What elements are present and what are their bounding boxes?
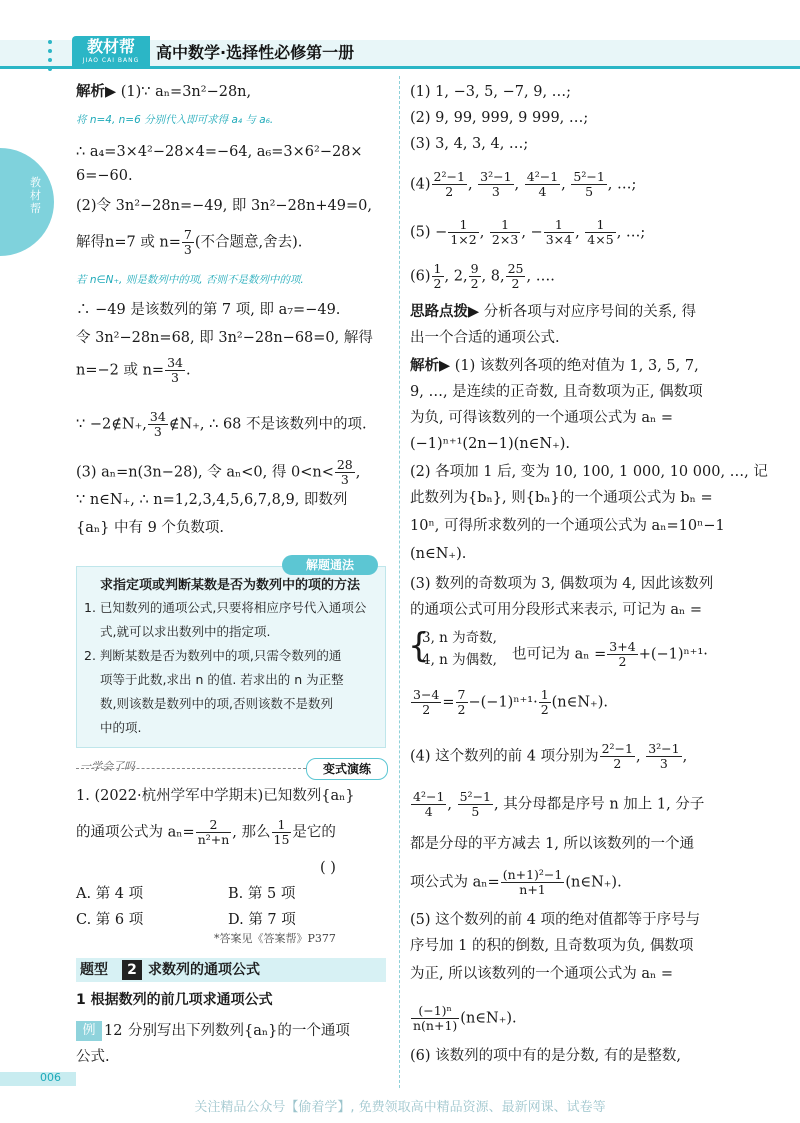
- column-divider: [399, 76, 400, 1088]
- text: , −: [521, 224, 543, 241]
- example-text: 分别写出下列数列{aₙ}的一个通项: [128, 1023, 350, 1039]
- handwritten-note: 将 n=4, n=6 分别代入即可求得 a₄ 与 a₆.: [76, 114, 274, 126]
- text: (6): [410, 268, 431, 285]
- method-text: 项等于此数,求出 n 的值. 若求出的 n 为正整: [100, 672, 344, 687]
- fraction: $\frac{28}{3}$: [336, 457, 353, 487]
- fraction: $\frac{\text{3²−1}}{3}$: [648, 741, 680, 771]
- solution-line: (−1)ⁿ⁺¹(2n−1)(n∈N₊).: [410, 436, 571, 452]
- solution-line: 为负, 可得该数列的一个通项公式为 aₙ =: [410, 410, 674, 426]
- solution-line: (4) 这个数列的前 4 项分别为 $\frac{\text{2²−1}}{2}$ , $\frac{\text{3²−1}}{3}$ ,: [410, 741, 688, 771]
- solution-line: [76, 410, 367, 439]
- text: , 那么: [232, 824, 271, 841]
- text: .: [185, 362, 191, 379]
- answer-paren: ( ): [320, 860, 336, 876]
- solution-line: {aₙ} 中有 9 个负数项.: [76, 520, 225, 536]
- text: (不合题意,舍去).: [194, 234, 303, 251]
- solution-line: 都是分母的平方减去 1, 所以该数列的一个通: [410, 836, 695, 852]
- fraction: $\frac{\text{4²−1}}{4}$: [526, 169, 559, 199]
- method-text: 中的项.: [100, 720, 142, 735]
- fraction: $\frac{1}{1\times 2}$: [450, 217, 477, 247]
- fraction: $\frac{\text{(n+1)²−1}}{n+1}$: [502, 867, 563, 897]
- fraction: $\frac{1}{3\times 4}$: [545, 217, 573, 247]
- text: −(−1)ⁿ⁺¹·: [468, 694, 538, 711]
- fraction: $\frac{\text{3²−1}}{3}$: [480, 169, 512, 199]
- fraction: $\frac{2}{\text{n²+n}}$: [197, 817, 230, 847]
- text: +(−1)ⁿ⁺¹·: [638, 646, 708, 663]
- hint-line: 出一个合适的通项公式.: [410, 330, 560, 346]
- option-c[interactable]: C. 第 6 项: [76, 912, 144, 928]
- fraction: $\frac{\text{5²−1}}{5}$: [459, 789, 491, 819]
- solution-line: (3) 数列的奇数项为 3, 偶数项为 4, 因此该数列: [410, 576, 714, 592]
- solution-line: [512, 640, 708, 669]
- binding-dots: [46, 40, 54, 78]
- text: ,: [479, 224, 489, 241]
- fraction: $\frac{1}{15}$: [273, 817, 290, 847]
- text: , 8,: [481, 268, 505, 285]
- fraction: $\frac{3+4}{2}$: [609, 639, 636, 669]
- solution-line: 的通项公式可用分段形式来表示, 可记为 aₙ =: [410, 602, 703, 618]
- fraction: $\frac{\text{2²−1}}{2}$: [601, 741, 633, 771]
- solution-line: 序号加 1 的积的倒数, 且奇数项为负, 偶数项: [410, 938, 694, 954]
- solution-line: [410, 688, 608, 717]
- text: (5) −: [410, 224, 448, 241]
- sequence-line: [410, 218, 645, 247]
- solution-line: $\frac{\text{4²−1}}{4}$ , $\frac{\text{5²−1}}{5}$ , 其分母都是序号 n 加上 1, 分子: [413, 789, 705, 819]
- solution-line: ∴ a₄=3×4²−28×4=−64, a₆=3×6²−28×: [76, 144, 363, 160]
- dashed-separator: [76, 768, 306, 769]
- text: =: [442, 694, 455, 711]
- text: (4) 这个数列的前 4 项分别为: [410, 748, 599, 765]
- side-tab: [0, 148, 54, 256]
- method-badge: 解题通法: [282, 555, 378, 575]
- handwritten-note: 一学会了吗: [80, 760, 135, 773]
- question-line: [76, 818, 336, 847]
- text: (1) 该数列各项的绝对值为 1, 3, 5, 7,: [454, 358, 699, 374]
- solution-line: 为正, 所以该数列的一个通项公式为 aₙ =: [410, 966, 674, 982]
- brand-logo-sub: JIAO CAI BANG: [82, 57, 140, 64]
- text: 解得n=7 或 n=: [76, 234, 181, 251]
- text: (n∈N₊).: [551, 694, 608, 711]
- solution-line: [76, 228, 302, 257]
- fraction: $\frac{9}{2}$: [470, 261, 479, 291]
- text: 是它的: [292, 824, 336, 841]
- solution-line: 6=−60.: [76, 168, 133, 184]
- book-title: 高中数学·选择性必修第一册: [156, 43, 355, 62]
- option-b[interactable]: B. 第 5 项: [228, 886, 296, 902]
- fraction: $\frac{1}{2}$: [540, 687, 549, 717]
- subsection-title: 1 根据数列的前几项求通项公式: [76, 992, 273, 1008]
- fraction: $\frac{7}{3}$: [183, 227, 192, 257]
- handwritten-note: 若 n∈N₊, 则是数列中的项, 否则不是数列中的项.: [76, 274, 304, 286]
- text: (n∈N₊).: [460, 1010, 517, 1027]
- text: ,: [575, 224, 585, 241]
- solution-line: [410, 868, 622, 897]
- hint-line: [410, 302, 696, 322]
- method-text: 2. 判断某数是否为数列中的项,只需令数列的通: [84, 648, 342, 663]
- arrow-icon: ▶: [468, 304, 480, 320]
- solution-line: (2) 各项加 1 后, 变为 10, 100, 1 000, 10 000, …, 记: [410, 464, 768, 480]
- jiexi-label: 解析: [76, 84, 105, 100]
- text: ∉N₊, ∴ 68 不是该数列中的项.: [168, 416, 367, 433]
- text: , ….: [526, 268, 555, 285]
- footer-bar: [0, 1072, 76, 1086]
- fraction: $\frac{\text{4²−1}}{4}$: [413, 789, 445, 819]
- sequence-line: [410, 262, 555, 291]
- fraction: $\frac{\text{5²−1}}{5}$: [573, 169, 605, 199]
- text: 分析各项与对应序号间的关系, 得: [483, 304, 696, 320]
- fraction: $\frac{1}{2}$: [433, 261, 442, 291]
- text: ∵ −2∉N₊,: [76, 416, 147, 433]
- solution-line: (2)令 3n²−28n=−49, 即 3n²−28n+49=0,: [76, 198, 372, 214]
- silu-label: 思路点拨: [410, 304, 468, 320]
- text: n=−2 或 n=: [76, 362, 165, 379]
- question-type-number: 2: [122, 960, 142, 980]
- page-number: 006: [40, 1071, 61, 1084]
- sequence-line: (2) 9, 99, 999, 9 999, …;: [410, 110, 589, 126]
- fraction: $\frac{\text{(−1)ⁿ}}{n(n+1)}$: [413, 1003, 458, 1033]
- text: (1)∵ aₙ=3n²−28n,: [120, 84, 252, 100]
- method-text: 1. 已知数列的通项公式,只要将相应序号代入通项公: [84, 600, 367, 615]
- text: (3) aₙ=n(3n−28), 令 aₙ<0, 得 0<n<: [76, 464, 334, 481]
- text: , …;: [607, 176, 637, 193]
- case-line: 4, n 为偶数,: [422, 652, 497, 668]
- solution-line: [76, 458, 360, 487]
- fraction: $\frac{25}{2}$: [507, 261, 524, 291]
- example-number: 12: [104, 1023, 123, 1039]
- brand-logo: [72, 36, 150, 66]
- text: (n∈N₊).: [565, 874, 622, 891]
- question-line: 1. (2022·杭州学军中学期末)已知数列{aₙ}: [76, 788, 355, 804]
- solution-line: [76, 82, 251, 102]
- text: 的通项公式为 aₙ=: [76, 824, 195, 841]
- question-type-label: 题型: [80, 962, 108, 978]
- fraction: $\frac{34}{3}$: [149, 409, 166, 439]
- solution-line: [76, 356, 191, 385]
- sequence-line: [410, 170, 636, 199]
- solution-line: 此数列为{bₙ}, 则{bₙ}的一个通项公式为 bₙ =: [410, 490, 713, 506]
- header-rule: [0, 66, 800, 69]
- brand-logo-text: 教材帮: [86, 37, 135, 56]
- brace-icon: {: [408, 626, 430, 666]
- example-text: 公式.: [76, 1049, 110, 1065]
- text: (4): [410, 176, 431, 193]
- fraction: $\frac{34}{3}$: [167, 355, 183, 385]
- method-text: 式,就可以求出数列中的指定项.: [100, 624, 271, 639]
- fraction: $\frac{1}{2\times 3}$: [491, 217, 519, 247]
- solution-line: 9, …, 是连续的正奇数, 且奇数项为正, 偶数项: [410, 384, 703, 400]
- solution-line: (5) 这个数列的前 4 项的绝对值都等于序号与: [410, 912, 701, 928]
- solution-line: 令 3n²−28n=68, 即 3n²−28n−68=0, 解得: [76, 330, 373, 346]
- fraction: $\frac{3-4}{2}$: [413, 687, 440, 717]
- solution-line: (6) 该数列的项中有的是分数, 有的是整数,: [410, 1048, 681, 1064]
- solution-line: [410, 1004, 517, 1033]
- option-d[interactable]: D. 第 7 项: [228, 912, 296, 928]
- sequence-line: (1) 1, −3, 5, −7, 9, …;: [410, 84, 572, 100]
- sequence-line: (3) 3, 4, 3, 4, …;: [410, 136, 529, 152]
- text: 项公式为 aₙ=: [410, 874, 500, 891]
- arrow-icon: ▶: [105, 84, 117, 100]
- exercise-badge: 变式演练: [306, 758, 388, 780]
- text: 也可记为 aₙ =: [512, 646, 607, 663]
- fraction: $\frac{7}{2}$: [457, 687, 466, 717]
- solution-line: (n∈N₊).: [410, 546, 467, 562]
- example-badge: 例: [76, 1021, 102, 1041]
- solution-line: 10ⁿ, 可得所求数列的一个通项公式为 aₙ=10ⁿ−1: [410, 518, 725, 534]
- text: ,: [561, 176, 571, 193]
- method-title: 求指定项或判断某数是否为数列中的项的方法: [99, 578, 360, 593]
- text: ,: [467, 176, 478, 193]
- arrow-icon: ▶: [439, 358, 451, 374]
- solution-line: ∵ n∈N₊, ∴ n=1,2,3,4,5,6,7,8,9, 即数列: [76, 492, 348, 508]
- side-tab-label: 教材帮: [30, 176, 41, 215]
- solution-line: ∴ −49 是该数列的第 7 项, 即 a₇=−49.: [76, 302, 341, 318]
- case-line: 3, n 为奇数,: [422, 630, 497, 646]
- text: , 2,: [444, 268, 468, 285]
- method-text: 数,则该数是数列中的项,否则该数不是数列: [100, 696, 333, 711]
- fraction: $\frac{\text{2²−1}}{2}$: [433, 169, 465, 199]
- text: ,: [514, 176, 524, 193]
- footer-watermark: 关注精品公众号【偷着学】, 免费领取高中精品资源、最新网课、试卷等: [194, 1100, 606, 1115]
- answer-reference: *答案见《答案帮》P377: [214, 932, 336, 945]
- text: , …;: [616, 224, 646, 241]
- text: ,: [355, 464, 361, 481]
- jiexi-label: 解析: [410, 358, 439, 374]
- text: , 其分母都是序号 n 加上 1, 分子: [494, 796, 705, 813]
- fraction: $\frac{1}{4\times 5}$: [587, 217, 614, 247]
- solution-line: [410, 356, 699, 376]
- question-type-title: 求数列的通项公式: [148, 962, 260, 978]
- option-a[interactable]: A. 第 4 项: [76, 886, 144, 902]
